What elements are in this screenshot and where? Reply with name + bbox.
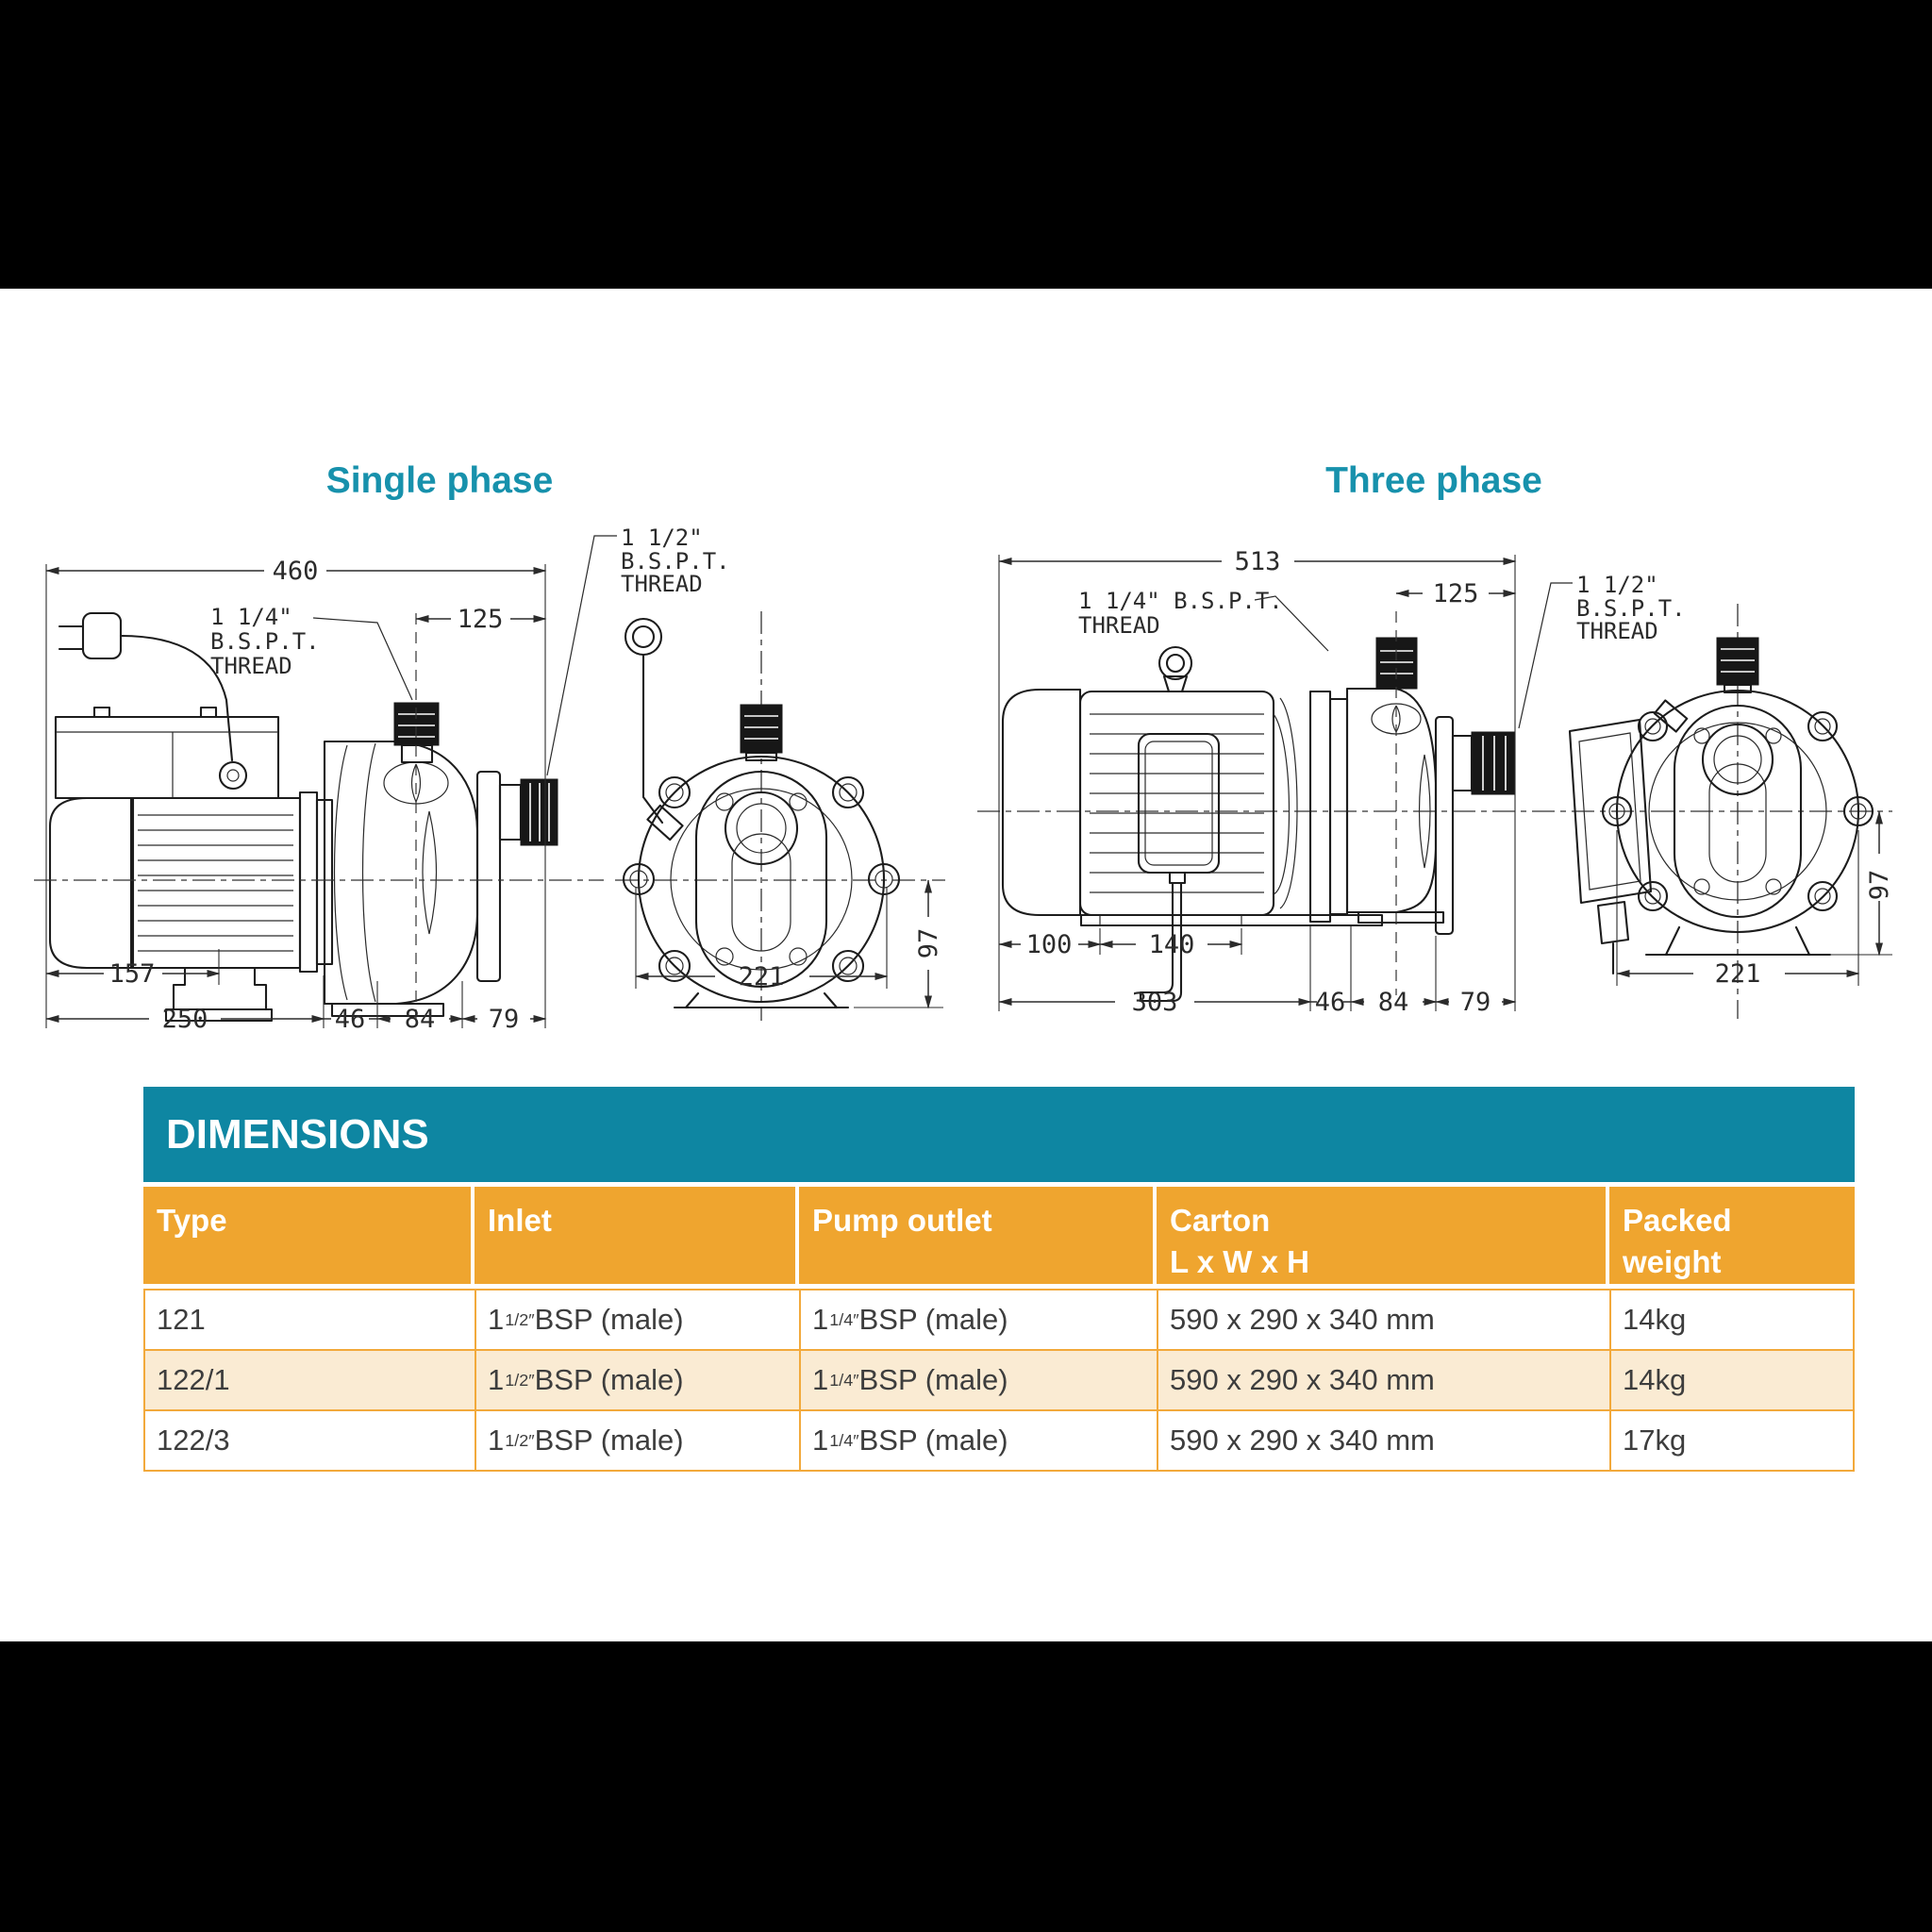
technical-drawings <box>0 509 1932 1087</box>
table-header-row <box>143 1187 1855 1284</box>
table-row <box>143 1289 1855 1351</box>
outlet-thread-label: 1 1/2" <box>1576 572 1658 598</box>
cell-type: 122/1 <box>145 1351 476 1409</box>
cell-carton: 590 x 290 x 340 mm <box>1158 1411 1611 1470</box>
dim-width: 221 <box>1714 959 1761 989</box>
cell-inlet: 1 1/2 ″ BSP (male) <box>476 1351 801 1409</box>
col-header-inlet: Inlet <box>475 1187 799 1284</box>
cell-inlet: 1 1/2 ″ BSP (male) <box>476 1411 801 1470</box>
three-phase-title: Three phase <box>1325 460 1542 501</box>
dim-bracket: 46 <box>1314 988 1346 1017</box>
cell-packed-weight: 14kg <box>1623 1363 1687 1396</box>
dim-motor: 303 <box>1131 988 1178 1017</box>
table-row <box>143 1411 1855 1472</box>
single-phase-front-view <box>615 611 945 1021</box>
cell-carton: 590 x 290 x 340 mm <box>1158 1351 1611 1409</box>
cell-carton: 590 x 290 x 340 mm <box>1158 1291 1611 1349</box>
cell-type: 122/3 <box>145 1411 476 1470</box>
power-plug-icon <box>59 613 232 760</box>
dim-outlet-offset: 125 <box>457 605 504 634</box>
single-phase-dimensions <box>34 525 730 1034</box>
inlet-thread-label: 1 1/4" B.S.P.T. <box>1078 588 1283 614</box>
dim-bracket: 46 <box>334 1005 366 1034</box>
cell-type: 121 <box>145 1291 476 1349</box>
cell-pump-outlet: 1 1/4 ″ BSP (male) <box>801 1351 1158 1409</box>
table-row <box>143 1351 1855 1411</box>
inlet-thread-label: 1 1/4" <box>210 604 292 630</box>
dim-width: 221 <box>738 962 785 991</box>
outlet-thread-label: 1 1/2" <box>621 525 703 551</box>
dim-outlet: 79 <box>488 1005 520 1034</box>
dim-length: 460 <box>272 557 319 586</box>
svg-text:THREAD: THREAD <box>1576 618 1658 644</box>
dim-foot: 157 <box>108 959 156 989</box>
svg-text:THREAD: THREAD <box>210 653 292 679</box>
dim-height: 97 <box>1865 869 1894 901</box>
svg-text:THREAD: THREAD <box>621 571 703 597</box>
cell-packed-weight: 14kg <box>1623 1303 1687 1336</box>
col-header-type: Type <box>143 1187 475 1284</box>
dim-motor: 250 <box>161 1005 208 1034</box>
cell-inlet: 1 1/2 ″ BSP (male) <box>476 1291 801 1349</box>
cell-pump-outlet: 1 1/4 ″ BSP (male) <box>801 1291 1158 1349</box>
dim-foot-offset: 100 <box>1025 930 1073 959</box>
col-header-carton: Carton L x W x H <box>1157 1187 1609 1284</box>
dim-casing: 84 <box>1377 988 1409 1017</box>
cell-packed-weight: 17kg <box>1623 1424 1687 1457</box>
dim-foot: 140 <box>1148 930 1195 959</box>
svg-text:THREAD: THREAD <box>1078 612 1160 639</box>
dim-height: 97 <box>914 927 943 959</box>
cell-pump-outlet: 1 1/4 ″ BSP (male) <box>801 1411 1158 1470</box>
table-body <box>143 1289 1855 1472</box>
dim-outlet: 79 <box>1459 988 1491 1017</box>
dim-length: 513 <box>1234 547 1281 576</box>
single-phase-title: Single phase <box>325 460 554 501</box>
dim-outlet-offset: 125 <box>1432 579 1479 608</box>
col-header-pump-outlet: Pump outlet <box>799 1187 1157 1284</box>
terminal-box <box>1570 720 1651 974</box>
svg-text:B.S.P.T.: B.S.P.T. <box>210 628 320 655</box>
svg-text:B.S.P.T.: B.S.P.T. <box>1576 595 1686 622</box>
dim-casing: 84 <box>404 1005 436 1034</box>
col-header-packed-weight: Packed weight <box>1609 1187 1855 1284</box>
table-title: DIMENSIONS <box>143 1087 1855 1182</box>
svg-text:B.S.P.T.: B.S.P.T. <box>621 548 730 575</box>
